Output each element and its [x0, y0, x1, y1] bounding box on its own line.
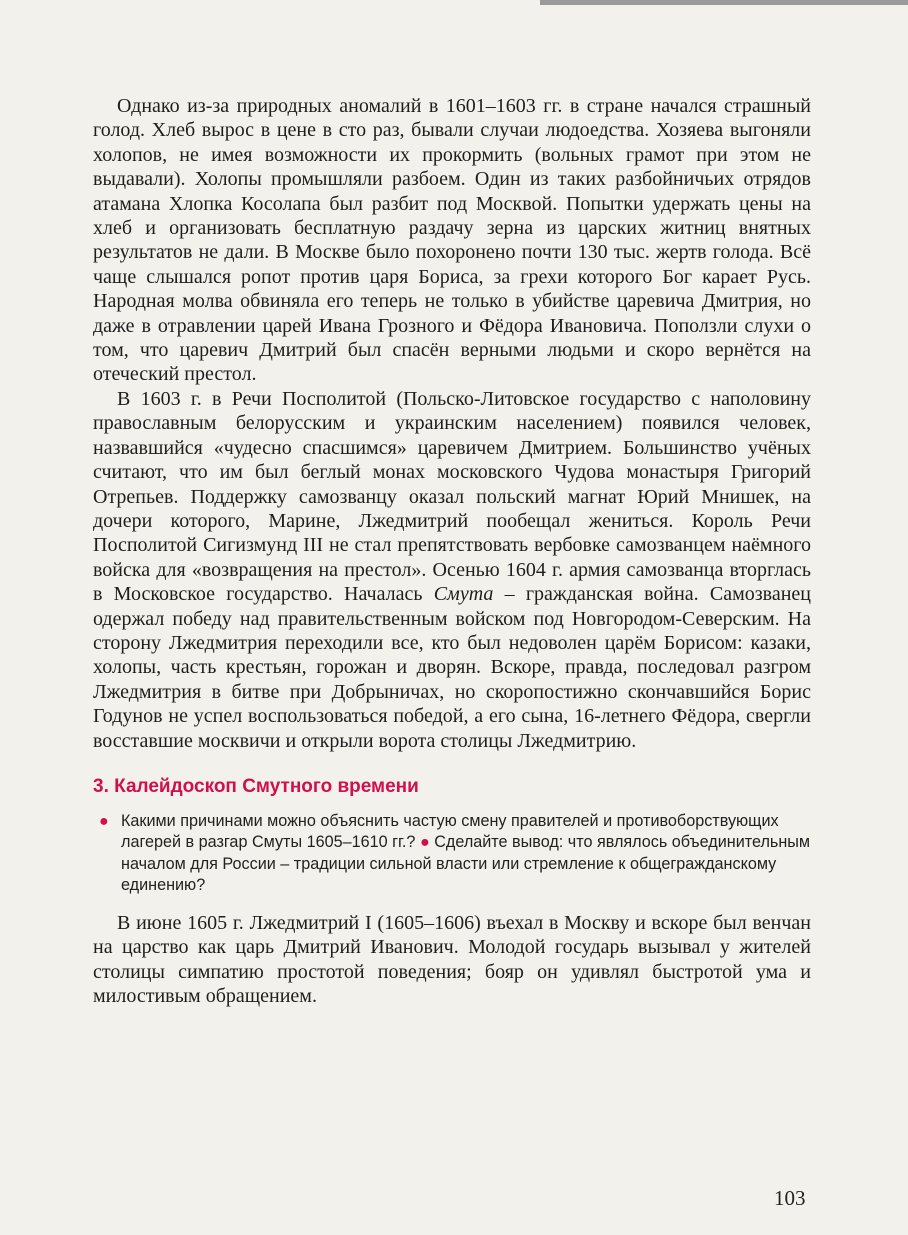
paragraph-false-dmitry	[93, 387, 811, 753]
question-text-1: Какими причинами можно объяснить частую смену правителей и противоборствующих лагерей в разгар Смуты 1605–1610 гг.?	[121, 811, 779, 852]
paragraph-reign: В июне 1605 г. Лжедмитрий I (1605–1606) въехал в Москву и вскоре был венчан на царство как царь Дмитрий Иванович. Молодой государь вызывал у жителей столицы симпатию простотой поведения; бояр он удивлял быстротой ума и милостивым обращением.	[93, 911, 811, 1008]
section-title: 3. Калейдоскоп Смутного времени	[93, 775, 419, 797]
paragraph-false-dmitry-part2: – гражданская война. Самозванец одержал победу над правительственным войском под Новгородом-Северским. На сторону Лжедмитрия переходили все, кто был недоволен царём Борисом: казаки, холопы, часть крестьян, горожан и дворян. Вскоре, правда, последовал разгром Лжедмитрия в битве при Добрыничах, но скоропостижно скончавшийся Борис Годунов не успел воспользоваться победой, а его сына, 16-летнего Фёдора, свергли восставшие москвичи и открыли ворота столицы Лжедмитрию.	[93, 583, 811, 752]
paragraph-false-dmitry-part1: В 1603 г. в Речи Посполитой (Польско-Литовское государство с наполовину православным белорусским и украинским населением) появился человек, назвавшийся «чудесно спасшимся» царевичем Дмитрием. Большинство учёных считают, что им был беглый монах московского Чудова монастыря Григорий Отрепьев. Поддержку самозванцу оказал польский магнат Юрий Мнишек, на дочери которого, Марине, Лжедмитрий пообещал жениться. Король Речи Посполитой Сигизмунд III не стал препятствовать вербовке самозванцем наёмного войска для «возвращения на престол». Осенью 1604 г. армия самозванца вторглась в Московское государство. Началась	[93, 387, 811, 606]
page-number: 103	[774, 1186, 806, 1210]
paragraph-famine: Однако из-за природных аномалий в 1601–1603 гг. в стране начался страшный голод. Хлеб вырос в цене в сто раз, бывали случаи людоедства. Хозяева выгоняли холопов, не имея возможности их прокормить (вольных грамот при этом не выдавали). Холопы промышляли разбоем. Один из таких разбойничьих отрядов атамана Хлопка Косолапа был разбит под Москвой. Попытки удержать цены на хлеб и организовать бесплатную раздачу зерна из царских житниц внятных результатов не дали. В Москве было похоронено почти 130 тыс. жертв голода. Всё чаще слышался ропот против царя Бориса, за грехи которого Бог карает Русь. Народная молва обвиняла его теперь не только в убийстве царевича Дмитрия, но даже в отравлении царей Ивана Грозного и Фёдора Ивановича. Поползли слухи о том, что царевич Дмитрий был спасён верными людьми и скоро вернётся на отеческий престол.	[93, 95, 811, 386]
question-text-2: Сделайте вывод: что являлось объединительным началом для России – традиции сильной власти или стремление к общегражданскому единению?	[121, 833, 811, 895]
inline-bullet-icon: ●	[419, 833, 430, 852]
term-smuta: Смута	[433, 583, 494, 606]
page-content	[93, 92, 811, 1009]
top-rule	[540, 0, 908, 5]
question-block	[93, 811, 811, 897]
bullet-icon: ●	[99, 812, 109, 830]
